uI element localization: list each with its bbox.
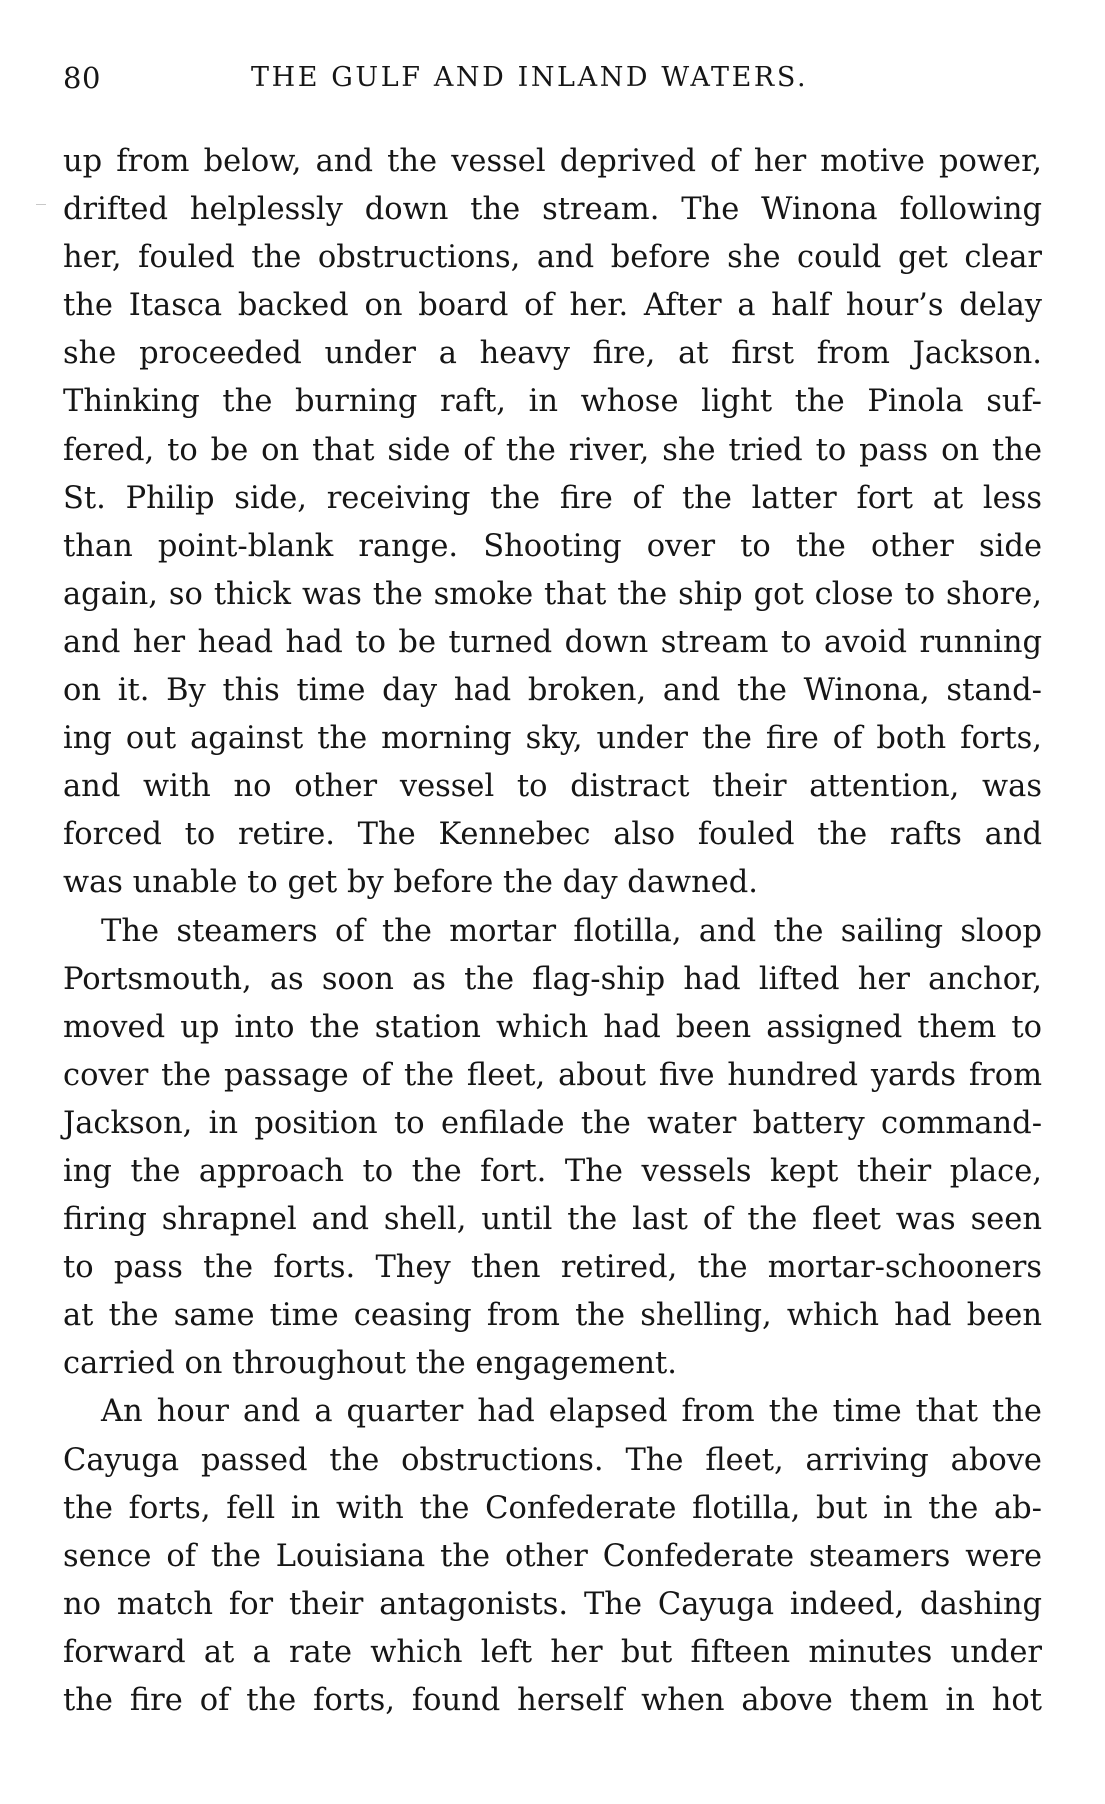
text-line: at the same time ceasing from the shelling, which had been: [63, 1298, 1042, 1334]
text-line: the fire of the forts, found herself when above them in hot: [63, 1683, 1042, 1718]
text-line: than point-blank range. Shooting over to the other side: [63, 528, 1042, 564]
text-line: ing out against the morning sky, under the fire of both forts,: [63, 721, 1042, 757]
text-line: Portsmouth, as soon as the flag-ship had lifted her anchor,: [63, 961, 1042, 997]
text-line: drifted helplessly down the stream. The Winona following: [63, 192, 1042, 228]
text-line: Jackson, in position to enfilade the water battery command-: [63, 1105, 1042, 1141]
text-line: the forts, fell in with the Confederate flotilla, but in the ab-: [63, 1490, 1042, 1526]
text-line: again, so thick was the smoke that the ship got close to shore,: [63, 576, 1042, 612]
margin-mark: [36, 204, 46, 205]
text-line: her, fouled the obstructions, and before she could get clear: [63, 240, 1042, 276]
text-line: Thinking the burning raft, in whose light the Pinola suf-: [63, 384, 1042, 420]
text-line: moved up into the station which had been assigned them to: [63, 1009, 1042, 1045]
text-line: to pass the forts. They then retired, the mortar-schooners: [63, 1250, 1042, 1286]
paragraph-first-line: An hour and a quarter had elapsed from the time that the: [101, 1394, 1042, 1430]
body-text: [63, 138, 1042, 1725]
paragraph-end-line: carried on throughout the engagement.: [63, 1346, 677, 1382]
page-number: 80: [63, 61, 101, 95]
text-line: forced to retire. The Kennebec also fouled the rafts and: [63, 817, 1042, 853]
text-line: St. Philip side, receiving the fire of the latter fort at less: [63, 480, 1042, 516]
text-line: and with no other vessel to distract their attention, was: [63, 769, 1042, 805]
paragraph-first-line: The steamers of the mortar flotilla, and the sailing sloop: [101, 913, 1042, 949]
text-line: ing the approach to the fort. The vessels kept their place,: [63, 1153, 1042, 1189]
paragraph-end-line: was unable to get by before the day dawned.: [63, 865, 758, 901]
text-line: firing shrapnel and shell, until the last of the fleet was seen: [63, 1202, 1042, 1238]
page-header: [63, 56, 863, 100]
text-line: on it. By this time day had broken, and the Winona, stand-: [63, 673, 1042, 709]
text-line: Cayuga passed the obstructions. The fleet, arriving above: [63, 1442, 1042, 1478]
text-line: the Itasca backed on board of her. After a half hour’s delay: [63, 288, 1042, 324]
text-line: fered, to be on that side of the river, she tried to pass on the: [63, 432, 1042, 468]
text-line: no match for their antagonists. The Cayuga indeed, dashing: [63, 1586, 1042, 1622]
text-line: up from below, and the vessel deprived of her motive power,: [63, 144, 1042, 179]
text-line: sence of the Louisiana the other Confederate steamers were: [63, 1538, 1042, 1574]
text-line: and her head had to be turned down stream to avoid running: [63, 624, 1042, 660]
text-line: she proceeded under a heavy fire, at first from Jackson.: [63, 336, 1042, 372]
text-line: cover the passage of the fleet, about five hundred yards from: [63, 1057, 1042, 1093]
running-title: THE GULF AND INLAND WATERS.: [251, 62, 809, 93]
text-line: forward at a rate which left her but fifteen minutes under: [63, 1634, 1042, 1670]
